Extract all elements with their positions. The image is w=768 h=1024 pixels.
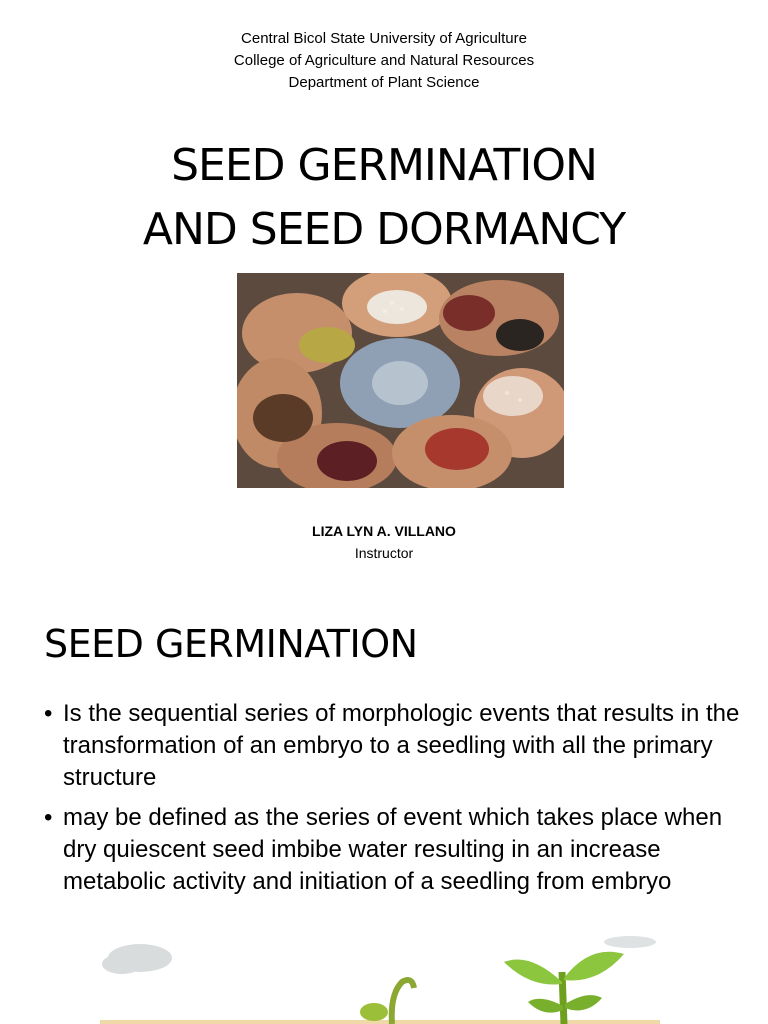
author-block (0, 520, 768, 564)
seedling-icon (504, 952, 624, 1024)
college-name: College of Agriculture and Natural Resources (233, 52, 535, 69)
bullet-icon: • (44, 700, 53, 727)
department-name: Department of Plant Science (288, 74, 480, 91)
bullet-icon: • (44, 804, 53, 831)
list-item (44, 802, 744, 898)
institution-header (0, 28, 768, 94)
section-heading: SEED GERMINATION (44, 622, 418, 666)
bullet-text: may be defined as the series of event which takes place when dry quiescent seed imbibe water resulting in an increase metabolic activity and initiation of a seedling from embryo (63, 804, 723, 895)
title-line-1: SEED GERMINATION (171, 140, 597, 191)
seeds-in-hands-image (237, 273, 564, 488)
cloud-icon (604, 936, 656, 948)
slide-title (0, 134, 768, 262)
bullet-text: Is the sequential series of morphologic events that results in the transformation of an embryo to a seedling with all the primary structure (63, 700, 740, 791)
title-line-2: AND SEED DORMANCY (142, 204, 626, 255)
content-slide (0, 600, 768, 1024)
list-item (44, 698, 744, 794)
author-role: Instructor (354, 545, 414, 561)
seedling-decoration (0, 932, 768, 1024)
university-name: Central Bicol State University of Agriculture (241, 30, 527, 47)
author-name: LIZA LYN A. VILLANO (312, 523, 456, 539)
sprout-icon (360, 980, 414, 1024)
bullet-list (44, 698, 744, 906)
